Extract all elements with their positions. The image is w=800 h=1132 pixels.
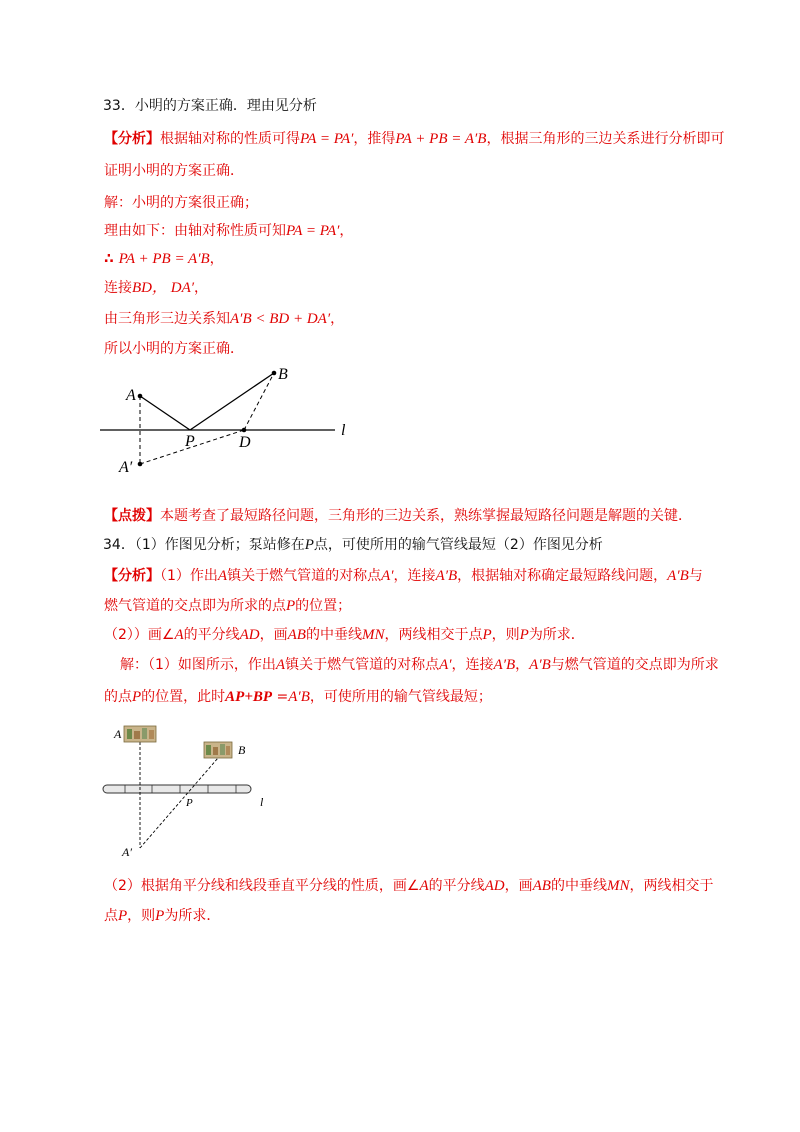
math-variable: P [132,689,142,705]
math-variable: A [174,627,184,643]
math-variable: MN [606,878,630,894]
header-text: 点，可使所用的输气管线最短（2）作图见分析 [313,537,603,553]
math-variable: AB [532,878,551,894]
analysis-text: ，两线相交于点 [384,627,483,643]
analysis-text: ，连接 [393,568,436,584]
math-variable: P [118,908,128,924]
solution-text: = [272,689,289,705]
segment-Aprime-B [140,758,218,848]
solution-text: 解：小明的方案很正确； [104,195,258,211]
analysis-text: （1）作出 [160,568,218,584]
label-A: A [114,727,122,741]
math-variable: P [155,908,165,924]
analysis-text: 证明小明的方案正确． [104,163,244,179]
label-B: B [278,366,288,383]
analysis-tag: 【分析】 [104,131,160,147]
town-B-image [204,742,232,758]
tip-tag: 【点拨】 [104,508,160,524]
solution-text: ，可使所用的输气管线最短； [309,689,492,705]
solution-text: 点 [104,908,118,924]
label-B: B [238,743,246,757]
analysis-text: 与 [688,568,703,584]
solution-text: ，两线相交于 [629,878,714,894]
solution-text: ， [515,657,530,673]
math-expression: BD， DA′ [132,280,195,296]
analysis-text: ，画 [259,627,288,643]
math-variable: P [286,598,296,614]
q33-tip [104,507,692,525]
solution-text: ， [339,223,354,239]
analysis-text: 根据轴对称的性质可得 [160,131,300,147]
q34-solution-line1 [120,656,719,674]
analysis-text: 的位置； [295,598,352,614]
solution-text: 的平分线 [428,878,485,894]
solution-text: ， [209,251,224,267]
math-variable: P [482,627,492,643]
label-D: D [239,434,251,451]
analysis-text: ，根据轴对称确定最短路线问题， [457,568,668,584]
math-variable: A [217,568,228,584]
label-P: P [185,433,195,450]
q33-solution-line1 [104,194,258,212]
solution-text: 连接 [104,280,132,296]
segment-PB [190,373,274,430]
q33-geometry-figure [95,360,365,480]
solution-text: ， [194,280,209,296]
q33-solution-line3 [104,250,224,268]
point-A [138,394,143,399]
segment-AP [140,396,190,430]
solution-text: ， [330,311,345,327]
q34-part2-line1 [104,877,713,895]
analysis-text: 为所求． [528,627,585,643]
label-l: l [341,422,346,439]
solution-text: ，则 [127,908,156,924]
q34-pipeline-figure [100,720,280,860]
math-expression: A′B < BD + DA′ [230,311,331,327]
segment-DB [244,373,274,430]
math-variable: AD [239,627,260,643]
q34-solution-line2 [104,688,492,706]
label-l: l [260,795,264,809]
solution-text: 解：（1）如图所示，作出 [120,657,276,673]
point-D [242,428,247,433]
math-variable: P [304,537,314,553]
solution-text: 理由如下：由轴对称性质可知 [104,223,286,239]
solution-text: ，连接 [451,657,494,673]
label-P: P [186,797,193,809]
label-A: A [126,387,136,404]
analysis-text: 燃气管道的交点即为所求的点 [104,598,286,614]
math-expression: PA = PA′ [286,223,340,239]
tip-text: 本题考查了最短路径问题，三角形的三边关系，熟练掌握最短路径问题是解题的关键． [160,508,692,524]
analysis-text: 镇关于燃气管道的对称点 [227,568,382,584]
math-variable: AB [287,627,306,643]
solution-text: 的位置，此时 [141,689,226,705]
point-A-prime [138,462,143,467]
math-expression: AP+BP [225,689,273,705]
math-variable: A [419,878,429,894]
q33-header-text: 33．小明的方案正确．理由见分析 [103,98,317,114]
math-variable: MN [361,627,385,643]
q34-part2-line2 [104,907,220,925]
therefore-symbol: ∴ [104,251,119,267]
analysis-tag: 【分析】 [104,568,160,584]
math-variable: A′B [288,689,310,705]
point-B [272,371,277,376]
math-variable: A′B [435,568,458,584]
math-variable: A′ [381,568,394,584]
math-variable: A′B [667,568,689,584]
analysis-text: （2））画∠ [104,627,175,643]
analysis-text: 的中垂线 [305,627,362,643]
q33-header [103,97,317,115]
math-expression: PA + PB = A′B [118,251,210,267]
analysis-text: ，则 [491,627,520,643]
analysis-text: 的平分线 [183,627,240,643]
town-A-image [124,726,156,742]
q33-solution-line6 [104,340,244,358]
q34-analysis-line3 [104,626,585,644]
q34-analysis-line2 [104,597,351,615]
solution-text: 所以小明的方案正确． [104,341,244,357]
q33-analysis-line2 [104,162,244,180]
label-A-prime: A′ [122,845,132,859]
solution-text: 与燃气管道的交点即为所求 [550,657,719,673]
analysis-text: ，根据三角形的三边关系进行分析即可 [486,131,725,147]
solution-text: 的点 [104,689,132,705]
math-expression: PA = PA′ [300,131,354,147]
q34-header [103,536,603,554]
header-text: 34．（1）作图见分析；泵站修在 [103,537,305,553]
solution-text: ，画 [504,878,533,894]
solution-text: 镇关于燃气管道的对称点 [285,657,440,673]
math-variable: A [275,657,286,673]
solution-text: 的中垂线 [550,878,607,894]
solution-text: （2）根据角平分线和线段垂直平分线的性质，画∠ [104,878,420,894]
math-variable: P [519,627,529,643]
math-expression: PA + PB = A′B [395,131,487,147]
math-variable: A′B [529,657,551,673]
analysis-text: ，推得 [353,131,396,147]
solution-text: 由三角形三边关系知 [104,311,230,327]
q33-solution-line5 [104,310,344,328]
q34-analysis-line1 [104,567,703,585]
math-variable: AD [484,878,505,894]
q33-solution-line4 [104,279,208,297]
math-variable: A′ [439,657,452,673]
q33-analysis-line1 [104,130,724,148]
q33-solution-line2 [104,222,353,240]
solution-text: 为所求． [164,908,221,924]
label-A-prime: A′ [119,459,133,476]
math-variable: A′B [493,657,516,673]
